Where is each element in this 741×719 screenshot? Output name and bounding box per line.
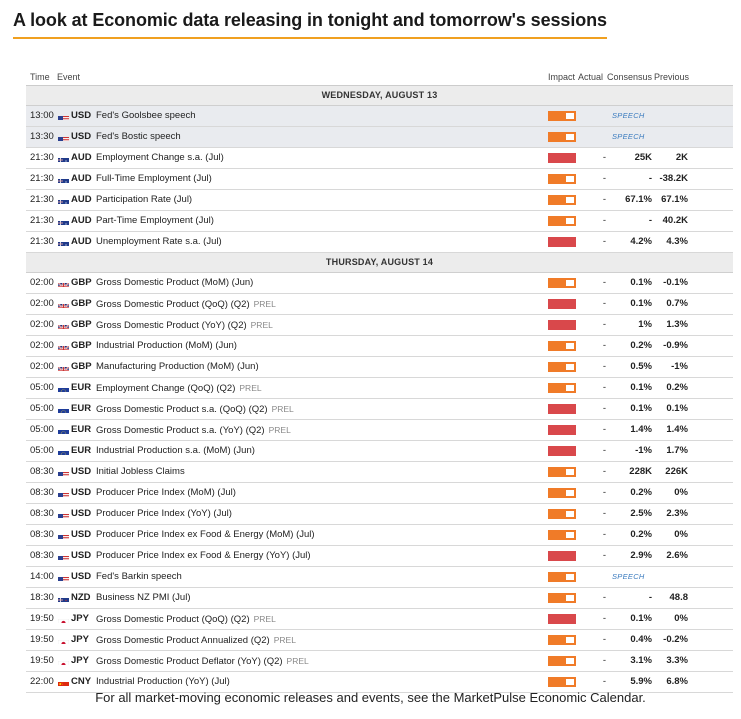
consensus-value: 0.1% [630, 403, 652, 414]
actual-value: - [602, 152, 606, 163]
currency-code: USD [71, 508, 92, 519]
event-name[interactable] [96, 190, 192, 210]
economic-calendar [26, 69, 733, 693]
consensus-value: 5.9% [630, 676, 652, 687]
actual-value: - [602, 298, 606, 309]
actual-value: - [602, 236, 606, 247]
event-time: 08:30 [30, 508, 54, 519]
actual-value: - [602, 194, 606, 205]
event-title: Manufacturing Production (MoM) (Jun) [96, 361, 259, 372]
event-row[interactable] [26, 420, 733, 441]
event-title: Employment Change (QoQ) (Q2) [96, 383, 236, 394]
consensus-value: 2.9% [630, 550, 652, 561]
event-name[interactable] [96, 315, 273, 336]
actual-value: - [602, 487, 606, 498]
event-row[interactable] [26, 525, 733, 546]
impact-indicator [548, 404, 576, 414]
col-consensus: Consensus [607, 72, 653, 82]
event-name[interactable] [96, 630, 296, 651]
gb-flag-icon [58, 300, 69, 308]
event-name[interactable] [96, 546, 311, 566]
event-time: 19:50 [30, 613, 54, 624]
previous-value: 0.2% [666, 382, 688, 393]
jp-flag-icon [58, 657, 69, 665]
calendar-body [26, 86, 733, 693]
currency-code: AUD [71, 215, 92, 226]
footer-note: For all market-moving economic releases and events, see the MarketPulse Economic Calendar. [95, 690, 646, 705]
event-row[interactable] [26, 232, 733, 253]
headline: A look at Economic data releasing in tonight and tomorrow's sessions [13, 10, 607, 39]
event-name[interactable] [96, 504, 232, 524]
actual-value: - [602, 655, 606, 666]
event-name[interactable] [96, 106, 196, 126]
event-title: Business NZ PMI (Jul) [96, 592, 191, 603]
event-name[interactable] [96, 294, 276, 315]
previous-value: 0% [674, 529, 688, 540]
event-row[interactable] [26, 273, 733, 294]
event-name[interactable] [96, 336, 237, 356]
day-header: WEDNESDAY, AUGUST 13 [26, 86, 733, 106]
currency-code: GBP [71, 298, 92, 309]
event-time: 21:30 [30, 173, 54, 184]
actual-value: - [602, 319, 606, 330]
impact-indicator [548, 572, 576, 582]
impact-indicator [548, 509, 576, 519]
previous-value: 67.1% [661, 194, 688, 205]
event-row[interactable] [26, 399, 733, 420]
us-flag-icon [58, 573, 69, 581]
event-name[interactable] [96, 588, 191, 608]
currency-code: GBP [71, 277, 92, 288]
currency-code: USD [71, 487, 92, 498]
actual-value: - [602, 382, 606, 393]
impact-indicator [548, 174, 576, 184]
event-time: 05:00 [30, 403, 54, 414]
event-row[interactable] [26, 357, 733, 378]
event-row[interactable] [26, 462, 733, 483]
au-flag-icon [58, 217, 69, 225]
currency-code: JPY [71, 634, 89, 645]
event-time: 21:30 [30, 194, 54, 205]
actual-value: - [602, 676, 606, 687]
currency-code: GBP [71, 340, 92, 351]
actual-value: - [602, 613, 606, 624]
event-name[interactable] [96, 525, 315, 545]
impact-indicator [548, 153, 576, 163]
consensus-value: 0.1% [630, 298, 652, 309]
event-title: Participation Rate (Jul) [96, 194, 193, 205]
col-impact: Impact [548, 72, 576, 82]
consensus-value: 3.1% [630, 655, 652, 666]
currency-code: JPY [71, 613, 89, 624]
event-time: 18:30 [30, 592, 54, 603]
event-name[interactable] [96, 127, 181, 147]
event-name[interactable] [96, 273, 253, 293]
event-title: Gross Domestic Product Annualized (Q2) [96, 635, 270, 646]
actual-value: - [602, 403, 606, 414]
prel-tag: PREL [239, 383, 262, 393]
prel-tag: PREL [253, 614, 276, 624]
jp-flag-icon [58, 636, 69, 644]
consensus-value: 0.1% [630, 277, 652, 288]
event-time: 08:30 [30, 487, 54, 498]
consensus-value: 0.1% [630, 613, 652, 624]
event-name[interactable] [96, 211, 214, 231]
event-time: 02:00 [30, 319, 54, 330]
previous-value: -0.9% [663, 340, 688, 351]
impact-indicator [548, 299, 576, 309]
event-row[interactable] [26, 441, 733, 462]
event-time: 05:00 [30, 424, 54, 435]
event-time: 22:00 [30, 676, 54, 687]
impact-indicator [548, 677, 576, 687]
event-title: Producer Price Index ex Food & Energy (MoM) (Jul) [96, 529, 315, 540]
currency-code: NZD [71, 592, 91, 603]
previous-value: 0% [674, 613, 688, 624]
impact-indicator [548, 488, 576, 498]
event-name[interactable] [96, 609, 276, 630]
event-title: Fed's Bostic speech [96, 131, 181, 142]
event-title: Employment Change s.a. (Jul) [96, 152, 224, 163]
event-title: Fed's Barkin speech [96, 571, 182, 582]
actual-value: - [602, 340, 606, 351]
event-time: 08:30 [30, 529, 54, 540]
currency-code: JPY [71, 655, 89, 666]
prel-tag: PREL [271, 404, 294, 414]
column-header-row [26, 69, 733, 86]
event-time: 02:00 [30, 340, 54, 351]
gb-flag-icon [58, 321, 69, 329]
impact-indicator [548, 656, 576, 666]
consensus-value: 0.2% [630, 340, 652, 351]
prel-tag: PREL [286, 656, 309, 666]
event-row[interactable] [26, 211, 733, 232]
consensus-value: 0.5% [630, 361, 652, 372]
au-flag-icon [58, 196, 69, 204]
currency-code: USD [71, 466, 92, 477]
event-title: Gross Domestic Product (QoQ) (Q2) [96, 299, 250, 310]
event-time: 21:30 [30, 215, 54, 226]
event-time: 13:00 [30, 110, 54, 121]
event-time: 19:50 [30, 634, 54, 645]
event-row[interactable] [26, 294, 733, 315]
consensus-value: 0.2% [630, 487, 652, 498]
previous-value: 6.8% [666, 676, 688, 687]
au-flag-icon [58, 238, 69, 246]
event-row[interactable] [26, 483, 733, 504]
actual-value: - [602, 466, 606, 477]
au-flag-icon [58, 175, 69, 183]
currency-code: CNY [71, 676, 92, 687]
event-row[interactable] [26, 190, 733, 211]
event-row[interactable] [26, 609, 733, 630]
event-title: Initial Jobless Claims [96, 466, 185, 477]
impact-indicator [548, 425, 576, 435]
actual-value: - [602, 508, 606, 519]
consensus-value: 1.4% [630, 424, 652, 435]
currency-code: USD [71, 131, 92, 142]
event-title: Part-Time Employment (Jul) [96, 215, 214, 226]
currency-code: AUD [71, 194, 92, 205]
event-row[interactable] [26, 378, 733, 399]
col-time: Time [30, 72, 50, 82]
previous-value: 1.7% [666, 445, 688, 456]
previous-value: 4.3% [666, 236, 688, 247]
impact-indicator [548, 530, 576, 540]
speech-label: SPEECH [612, 111, 645, 120]
jp-flag-icon [58, 615, 69, 623]
actual-value: - [602, 361, 606, 372]
event-name[interactable] [96, 148, 224, 168]
event-row[interactable] [26, 148, 733, 169]
day-header: THURSDAY, AUGUST 14 [26, 253, 733, 273]
us-flag-icon [58, 112, 69, 120]
event-time: 13:30 [30, 131, 54, 142]
event-row[interactable] [26, 630, 733, 651]
previous-value: 2.3% [666, 508, 688, 519]
previous-value: 48.8 [669, 592, 688, 603]
impact-indicator [548, 362, 576, 372]
au-flag-icon [58, 154, 69, 162]
currency-code: GBP [71, 361, 92, 372]
event-time: 21:30 [30, 152, 54, 163]
event-row[interactable] [26, 336, 733, 357]
event-name[interactable] [96, 169, 212, 189]
event-time: 14:00 [30, 571, 54, 582]
event-name[interactable] [96, 357, 259, 377]
cn-flag-icon [58, 678, 69, 686]
col-actual: Actual [578, 72, 604, 82]
consensus-value: 1% [638, 319, 652, 330]
event-title: Gross Domestic Product s.a. (QoQ) (Q2) [96, 404, 268, 415]
event-name[interactable] [96, 483, 236, 503]
actual-value: - [602, 445, 606, 456]
col-event: Event [57, 72, 81, 82]
actual-value: - [602, 277, 606, 288]
event-name[interactable] [96, 567, 182, 587]
event-title: Producer Price Index ex Food & Energy (YoY) (Jul) [96, 550, 311, 561]
event-time: 05:00 [30, 382, 54, 393]
event-title: Producer Price Index (MoM) (Jul) [96, 487, 236, 498]
consensus-value: 0.1% [630, 382, 652, 393]
actual-value: - [602, 173, 606, 184]
event-row[interactable] [26, 504, 733, 525]
event-title: Gross Domestic Product (QoQ) (Q2) [96, 614, 250, 625]
impact-indicator [548, 593, 576, 603]
event-name[interactable] [96, 420, 291, 441]
actual-value: - [602, 424, 606, 435]
prel-tag: PREL [250, 320, 273, 330]
consensus-value: 228K [629, 466, 652, 477]
us-flag-icon [58, 552, 69, 560]
event-title: Unemployment Rate s.a. (Jul) [96, 236, 222, 247]
currency-code: USD [71, 571, 92, 582]
actual-value: - [602, 634, 606, 645]
prel-tag: PREL [268, 425, 291, 435]
currency-code: AUD [71, 173, 92, 184]
us-flag-icon [58, 489, 69, 497]
actual-value: - [602, 550, 606, 561]
event-title: Industrial Production (YoY) (Jul) [96, 676, 230, 687]
us-flag-icon [58, 468, 69, 476]
eu-flag-icon [58, 405, 69, 413]
previous-value: -0.1% [663, 277, 688, 288]
currency-code: AUD [71, 152, 92, 163]
speech-label: SPEECH [612, 132, 645, 141]
consensus-value: - [648, 592, 652, 603]
event-time: 08:30 [30, 550, 54, 561]
consensus-value: 0.2% [630, 529, 652, 540]
impact-indicator [548, 237, 576, 247]
event-title: Gross Domestic Product Deflator (YoY) (Q2) [96, 656, 283, 667]
consensus-value: -1% [635, 445, 652, 456]
impact-indicator [548, 320, 576, 330]
impact-indicator [548, 111, 576, 121]
event-name[interactable] [96, 651, 309, 672]
event-time: 21:30 [30, 236, 54, 247]
consensus-value: 0.4% [630, 634, 652, 645]
consensus-value: 4.2% [630, 236, 652, 247]
impact-indicator [548, 132, 576, 142]
previous-value: 1.4% [666, 424, 688, 435]
impact-indicator [548, 278, 576, 288]
actual-value: - [602, 529, 606, 540]
event-time: 08:30 [30, 466, 54, 477]
event-row[interactable] [26, 315, 733, 336]
previous-value: 226K [665, 466, 688, 477]
event-row[interactable] [26, 651, 733, 672]
event-title: Industrial Production (MoM) (Jun) [96, 340, 237, 351]
eu-flag-icon [58, 384, 69, 392]
previous-value: 3.3% [666, 655, 688, 666]
previous-value: 1.3% [666, 319, 688, 330]
event-row[interactable] [26, 588, 733, 609]
event-time: 02:00 [30, 361, 54, 372]
event-title: Producer Price Index (YoY) (Jul) [96, 508, 232, 519]
us-flag-icon [58, 510, 69, 518]
previous-value: -0.2% [663, 634, 688, 645]
eu-flag-icon [58, 426, 69, 434]
event-name[interactable] [96, 378, 262, 399]
event-name[interactable] [96, 232, 222, 252]
impact-indicator [548, 635, 576, 645]
gb-flag-icon [58, 363, 69, 371]
event-row[interactable] [26, 169, 733, 190]
currency-code: USD [71, 529, 92, 540]
us-flag-icon [58, 531, 69, 539]
actual-value: - [602, 215, 606, 226]
gb-flag-icon [58, 279, 69, 287]
previous-value: 2.6% [666, 550, 688, 561]
currency-code: EUR [71, 445, 92, 456]
event-time: 05:00 [30, 445, 54, 456]
nz-flag-icon [58, 594, 69, 602]
impact-indicator [548, 467, 576, 477]
impact-indicator [548, 195, 576, 205]
actual-value: - [602, 592, 606, 603]
previous-value: -1% [671, 361, 688, 372]
event-row[interactable] [26, 127, 733, 148]
currency-code: EUR [71, 403, 92, 414]
impact-indicator [548, 216, 576, 226]
currency-code: EUR [71, 424, 92, 435]
speech-label: SPEECH [612, 572, 645, 581]
event-time: 02:00 [30, 298, 54, 309]
currency-code: USD [71, 110, 92, 121]
event-row[interactable] [26, 567, 733, 588]
event-title: Gross Domestic Product (YoY) (Q2) [96, 320, 247, 331]
col-previous: Previous [654, 72, 690, 82]
gb-flag-icon [58, 342, 69, 350]
event-time: 19:50 [30, 655, 54, 666]
previous-value: 0.7% [666, 298, 688, 309]
us-flag-icon [58, 133, 69, 141]
event-name[interactable] [96, 399, 294, 420]
currency-code: EUR [71, 382, 92, 393]
event-row[interactable] [26, 106, 733, 127]
consensus-value: 67.1% [625, 194, 652, 205]
event-title: Fed's Goolsbee speech [96, 110, 196, 121]
consensus-value: 2.5% [630, 508, 652, 519]
consensus-value: - [648, 215, 652, 226]
consensus-value: 25K [634, 152, 652, 163]
event-time: 02:00 [30, 277, 54, 288]
event-name[interactable] [96, 441, 255, 461]
impact-indicator [548, 551, 576, 561]
event-title: Industrial Production s.a. (MoM) (Jun) [96, 445, 255, 456]
prel-tag: PREL [273, 635, 296, 645]
impact-indicator [548, 446, 576, 456]
impact-indicator [548, 383, 576, 393]
eu-flag-icon [58, 447, 69, 455]
currency-code: AUD [71, 236, 92, 247]
event-name[interactable] [96, 462, 185, 482]
previous-value: -38.2K [659, 173, 688, 184]
impact-indicator [548, 341, 576, 351]
prel-tag: PREL [253, 299, 276, 309]
event-row[interactable] [26, 546, 733, 567]
currency-code: GBP [71, 319, 92, 330]
previous-value: 2K [675, 152, 688, 163]
event-title: Gross Domestic Product s.a. (YoY) (Q2) [96, 425, 265, 436]
consensus-value: - [648, 173, 652, 184]
currency-code: USD [71, 550, 92, 561]
impact-indicator [548, 614, 576, 624]
previous-value: 0% [674, 487, 688, 498]
event-title: Gross Domestic Product (MoM) (Jun) [96, 277, 254, 288]
previous-value: 0.1% [666, 403, 688, 414]
previous-value: 40.2K [662, 215, 688, 226]
event-title: Full-Time Employment (Jul) [96, 173, 212, 184]
event-name[interactable] [96, 672, 230, 692]
